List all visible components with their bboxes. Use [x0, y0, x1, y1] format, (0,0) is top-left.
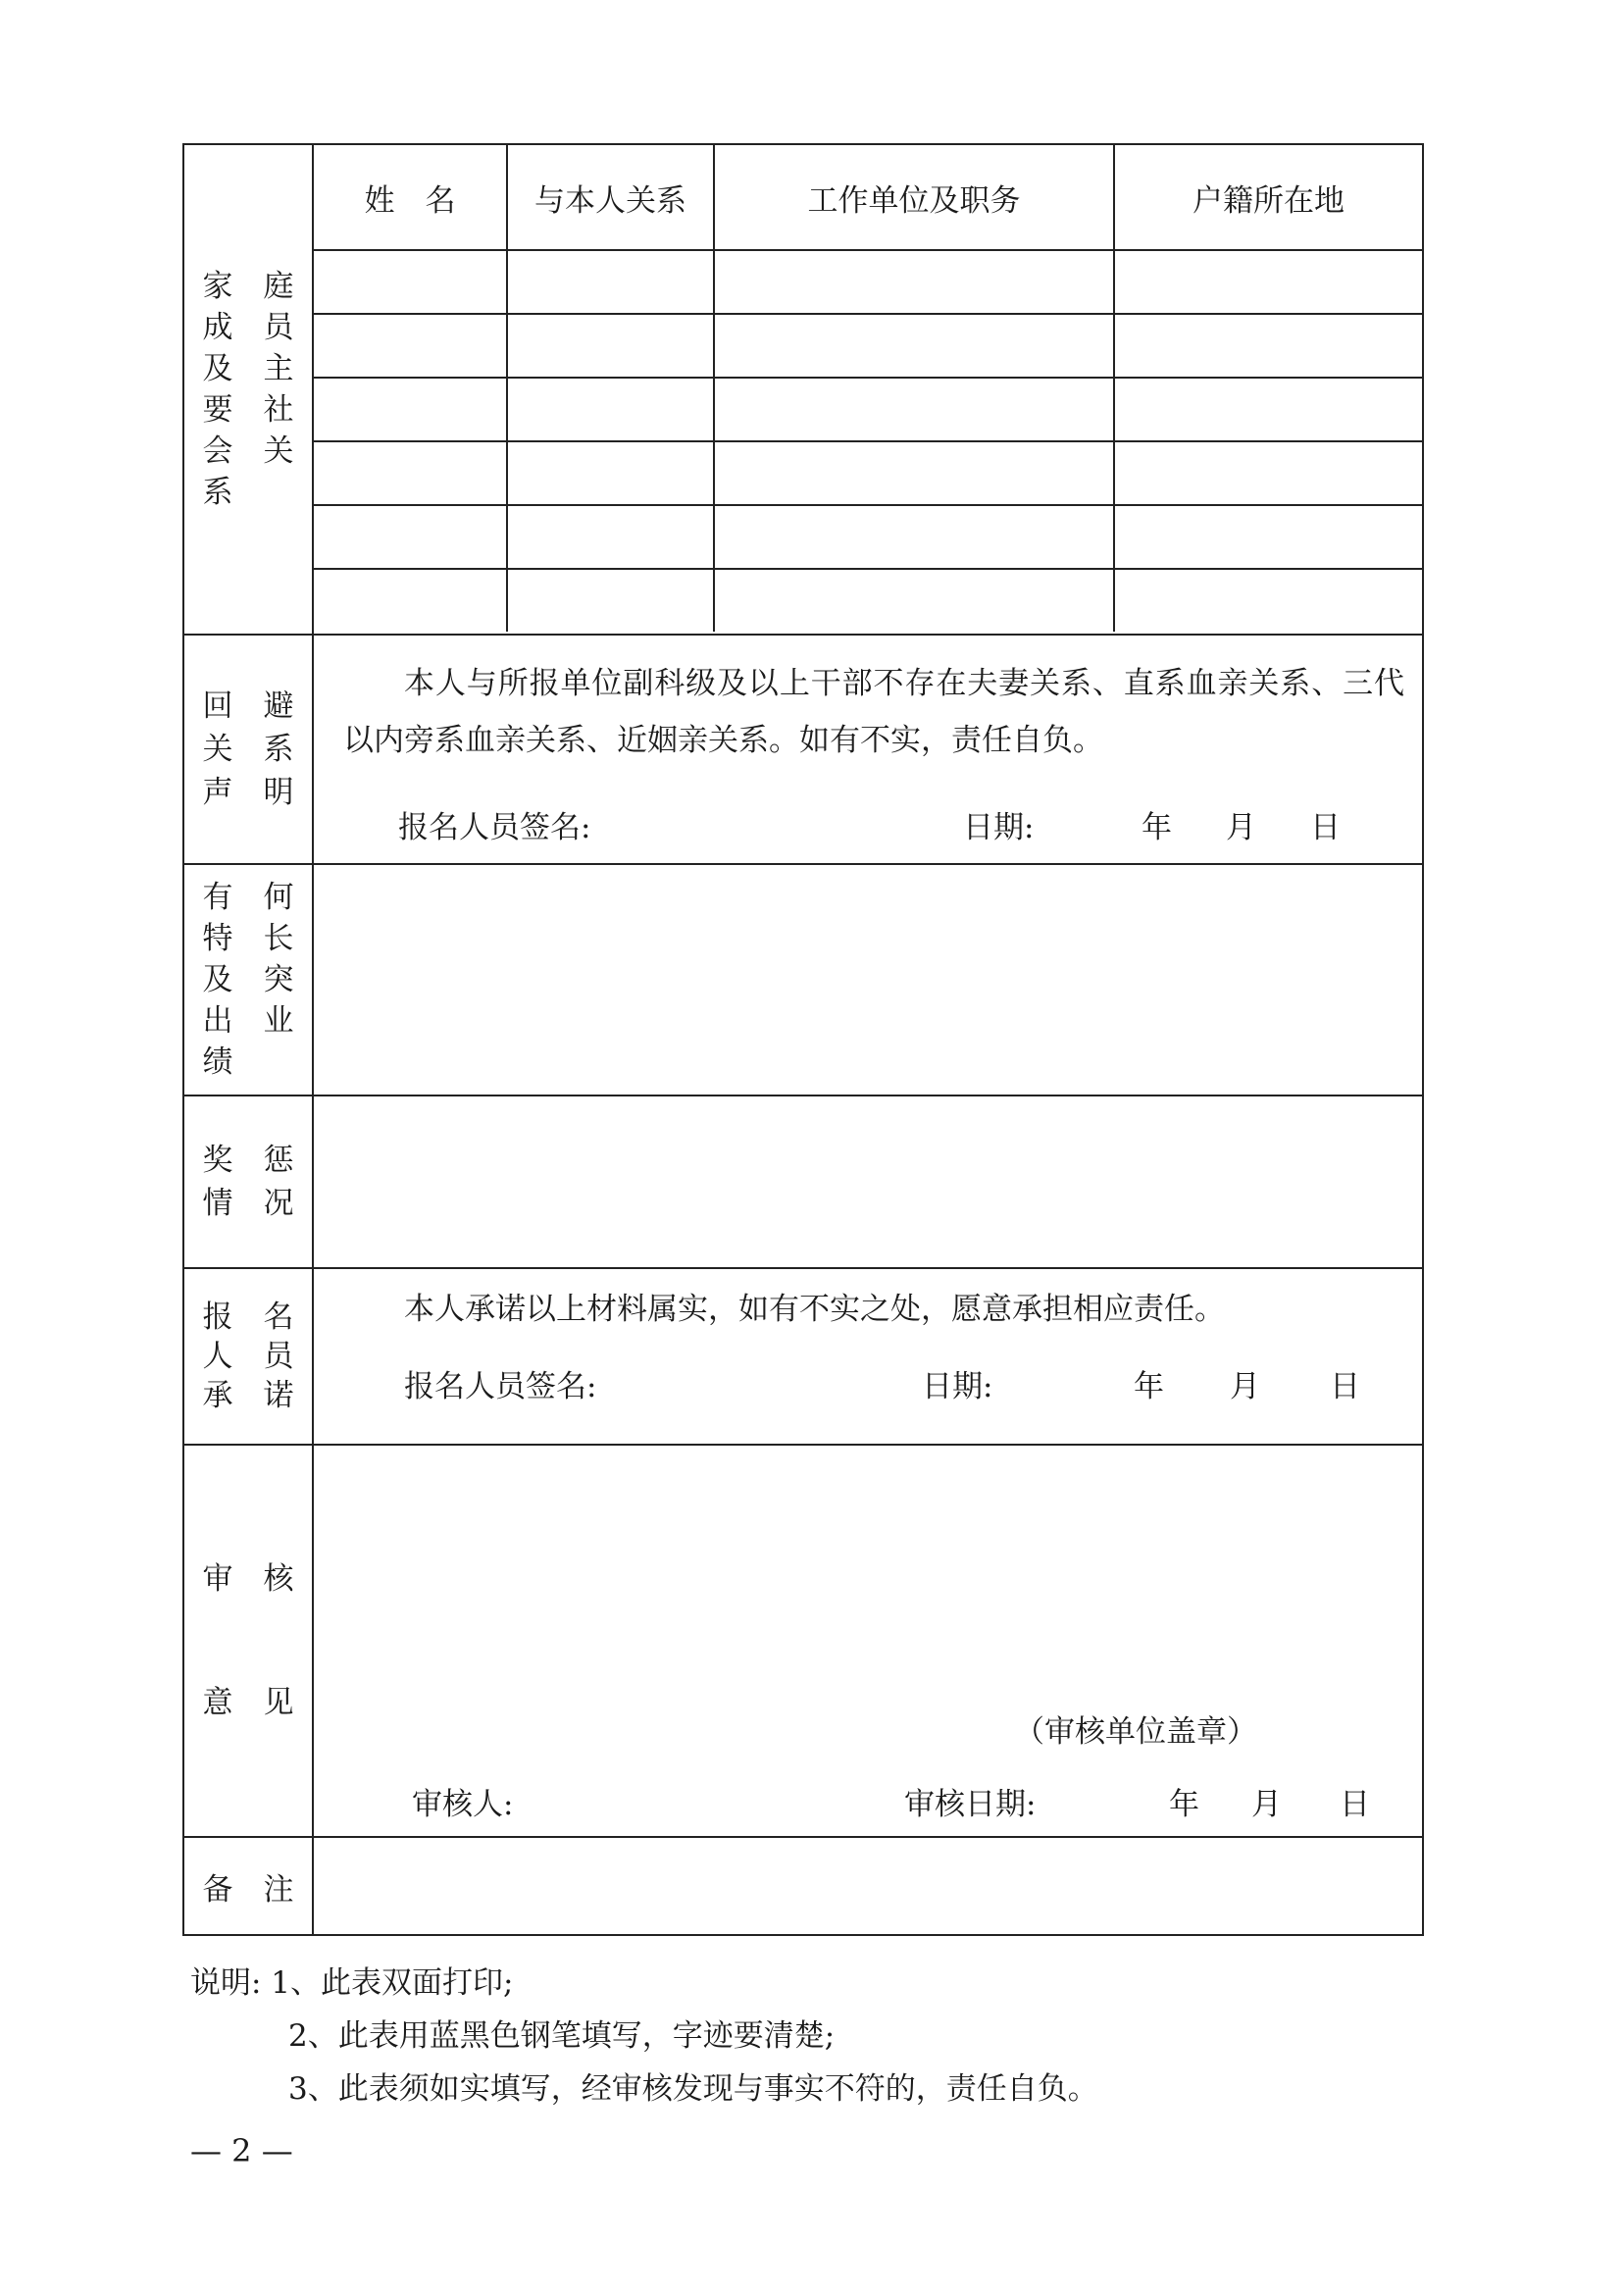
family-table [314, 145, 1422, 632]
remarks-label: 备 注 [184, 1838, 314, 1934]
family-cell[interactable] [314, 441, 507, 505]
avoidance-date-label: 日期: [963, 810, 1035, 845]
review-year: 年 [1169, 1787, 1199, 1822]
avoidance-content [314, 636, 1422, 863]
specialties-field[interactable] [314, 865, 1422, 1095]
review-section [182, 1446, 1424, 1838]
note-2: 2、此表用蓝黑色钢笔填写，字迹要清楚; [288, 2018, 836, 2054]
table-row [314, 569, 1422, 632]
pledge-section [182, 1269, 1424, 1446]
family-cell[interactable] [1114, 505, 1422, 569]
family-cell[interactable] [1114, 569, 1422, 632]
pledge-day: 日 [1330, 1369, 1360, 1404]
family-cell[interactable] [1114, 441, 1422, 505]
family-table-wrap [314, 145, 1422, 634]
header-name: 姓 名 [364, 182, 456, 219]
table-row [314, 505, 1422, 569]
family-cell[interactable] [314, 569, 507, 632]
table-row [314, 250, 1422, 314]
pledge-year: 年 [1134, 1369, 1164, 1404]
family-cell[interactable] [714, 378, 1114, 441]
note-3: 3、此表须如实填写，经审核发现与事实不符的，责任自负。 [288, 2071, 1098, 2107]
family-cell[interactable] [714, 569, 1114, 632]
pledge-statement: 本人承诺以上材料属实，如有不实之处，愿意承担相应责任。 [404, 1292, 1225, 1327]
specialties-label: 有 何 特 长 及 突 出 业 绩 [184, 865, 314, 1095]
family-cell[interactable] [714, 250, 1114, 314]
family-cell[interactable] [507, 378, 714, 441]
pledge-content [314, 1269, 1422, 1444]
note-1: 说明: 1、此表双面打印; [190, 1965, 514, 2001]
family-cell[interactable] [314, 378, 507, 441]
family-section [182, 143, 1424, 636]
table-row [314, 314, 1422, 378]
avoidance-statement: 本人与所报单位副科级及以上干部不存在夫妻关系、直系血亲关系、三代以内旁系血亲关系、近姻亲关系。如有不实，责任自负。 [343, 666, 1404, 758]
family-label: 家 庭 成 员 及 主 要 社 会 关 系 [184, 145, 314, 634]
family-cell[interactable] [1114, 378, 1422, 441]
review-month: 月 [1251, 1787, 1282, 1822]
family-cell[interactable] [714, 314, 1114, 378]
review-date-label: 审核日期: [904, 1787, 1037, 1822]
pledge-date-label: 日期: [922, 1369, 993, 1404]
family-cell[interactable] [314, 314, 507, 378]
family-cell[interactable] [314, 505, 507, 569]
rewards-label: 奖 惩 情 况 [184, 1096, 314, 1267]
pledge-label: 报 名 人 员 承 诺 [184, 1269, 314, 1444]
pledge-signature-label: 报名人员签名: [404, 1369, 597, 1404]
review-label: 审 核 意 见 [184, 1446, 314, 1836]
avoidance-year: 年 [1142, 810, 1172, 845]
remarks-field[interactable] [314, 1838, 1422, 1934]
header-relation: 与本人关系 [507, 145, 714, 250]
family-cell[interactable] [1114, 250, 1422, 314]
specialties-section [182, 865, 1424, 1096]
review-content [314, 1446, 1422, 1836]
avoidance-month: 月 [1226, 810, 1256, 845]
family-cell[interactable] [507, 314, 714, 378]
review-day: 日 [1340, 1787, 1370, 1822]
review-seal: （审核单位盖章） [1014, 1714, 1257, 1750]
header-employer: 工作单位及职务 [714, 145, 1114, 250]
table-row [314, 441, 1422, 505]
avoidance-section [182, 636, 1424, 865]
family-cell[interactable] [507, 505, 714, 569]
avoidance-signature-label: 报名人员签名: [398, 810, 591, 845]
rewards-section [182, 1096, 1424, 1269]
family-cell[interactable] [507, 441, 714, 505]
registration-form [182, 143, 1424, 1936]
family-cell[interactable] [1114, 314, 1422, 378]
family-cell[interactable] [507, 250, 714, 314]
family-cell[interactable] [314, 250, 507, 314]
avoidance-day: 日 [1310, 810, 1341, 845]
header-residence: 户籍所在地 [1114, 145, 1422, 250]
review-reviewer-label: 审核人: [412, 1787, 514, 1822]
family-cell[interactable] [714, 441, 1114, 505]
avoidance-label: 回 避 关 系 声 明 [184, 636, 314, 863]
family-table-header [314, 145, 1422, 250]
rewards-field[interactable] [314, 1096, 1422, 1267]
page-number: — 2 — [190, 2132, 293, 2169]
table-row [314, 378, 1422, 441]
pledge-month: 月 [1230, 1369, 1260, 1404]
family-cell[interactable] [507, 569, 714, 632]
remarks-section [182, 1838, 1424, 1936]
family-cell[interactable] [714, 505, 1114, 569]
